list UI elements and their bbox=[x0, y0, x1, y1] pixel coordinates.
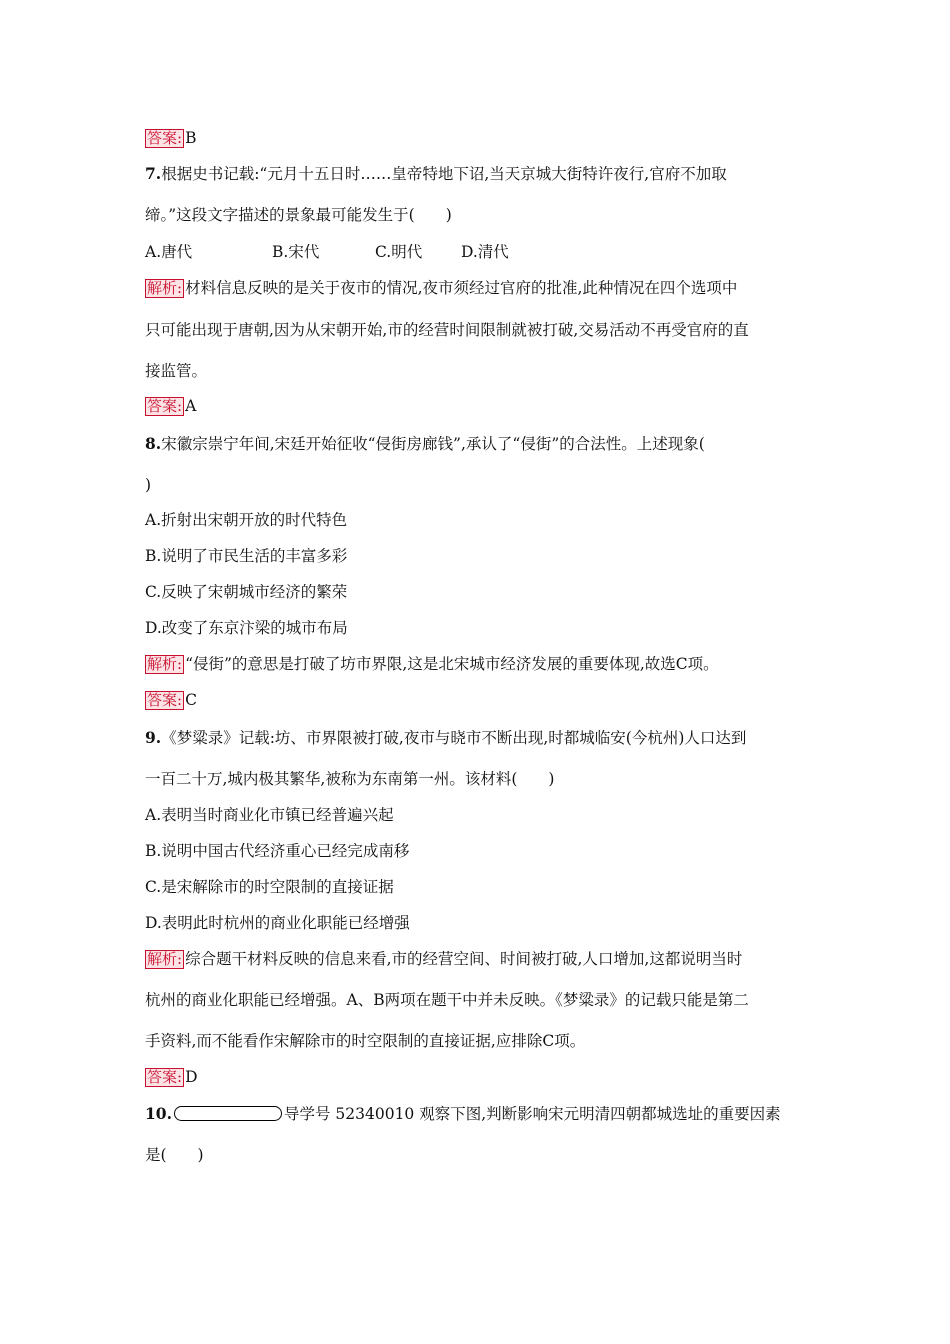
answer-tag: 答案: bbox=[147, 129, 183, 147]
q8-analysis-line1 bbox=[145, 654, 719, 674]
q7-options bbox=[145, 242, 509, 262]
q7-analysis-line2: 只可能出现于唐朝,因为从宋朝开始,市的经营时间限制就被打破,交易活动不再受官府的直 bbox=[145, 321, 749, 339]
answer-tag: 答案: bbox=[147, 691, 183, 709]
q7-option-b: B.宋代 bbox=[272, 243, 320, 261]
q8-number: 8. bbox=[145, 434, 162, 453]
q7-answer-value: A bbox=[185, 397, 197, 415]
q9-stem-text1: 《梦粱录》记载:坊、市界限被打破,夜市与晓市不断出现,时都城临安(今杭州)人口达到 bbox=[161, 729, 747, 747]
q8-option-d: D.改变了东京汴梁的城市布局 bbox=[145, 619, 348, 637]
analysis-tag: 解析: bbox=[147, 279, 183, 297]
q6-answer-value: B bbox=[185, 129, 197, 147]
q9-option-a: A.表明当时商业化市镇已经普遍兴起 bbox=[145, 806, 394, 824]
q8-stem-line2: ) bbox=[145, 476, 152, 494]
q9-stem-line2: 一百二十万,城内极其繁华,被称为东南第一州。该材料( ) bbox=[145, 770, 555, 788]
q9-analysis-text1: 综合题干材料反映的信息来看,市的经营空间、时间被打破,人口增加,这都说明当时 bbox=[185, 950, 743, 968]
q8-analysis-text1: “侵街”的意思是打破了坊市界限,这是北宋城市经济发展的重要体现,故选C项。 bbox=[185, 655, 719, 673]
q8-stem-text1: 宋徽宗崇宁年间,宋廷开始征收“侵街房廊钱”,承认了“侵街”的合法性。上述现象( bbox=[161, 435, 705, 453]
q9-option-d: D.表明此时杭州的商业化职能已经增强 bbox=[145, 914, 410, 932]
q9-analysis-line1 bbox=[145, 949, 742, 969]
q6-answer-line bbox=[145, 128, 196, 148]
q9-analysis-line2: 杭州的商业化职能已经增强。A、B两项在题干中并未反映。《梦粱录》的记载只能是第二 bbox=[145, 991, 749, 1009]
q10-stem-line2: 是( ) bbox=[145, 1146, 204, 1164]
q9-answer-line bbox=[145, 1067, 198, 1087]
q8-option-a: A.折射出宋朝开放的时代特色 bbox=[145, 511, 348, 529]
q7-analysis-line1 bbox=[145, 278, 737, 298]
q10-number: 10. bbox=[145, 1104, 172, 1123]
q8-option-c: C.反映了宋朝城市经济的繁荣 bbox=[145, 583, 348, 601]
q9-number: 9. bbox=[145, 728, 162, 747]
q7-number: 7. bbox=[145, 164, 162, 183]
q9-stem-line1 bbox=[145, 728, 746, 748]
q7-analysis-text1: 材料信息反映的是关于夜市的情况,夜市须经过官府的批准,此种情况在四个选项中 bbox=[185, 279, 738, 297]
q7-analysis-line3: 接监管。 bbox=[145, 362, 208, 380]
answer-tag: 答案: bbox=[147, 397, 183, 415]
analysis-tag: 解析: bbox=[147, 655, 183, 673]
q8-stem-line1 bbox=[145, 434, 705, 454]
q7-stem-text1: 根据史书记载:“元月十五日时……皇帝特地下诏,当天京城大街特许夜行,官府不加取 bbox=[161, 165, 727, 183]
q9-answer-value: D bbox=[185, 1068, 198, 1086]
q7-answer-line bbox=[145, 396, 196, 416]
q10-stem-line1 bbox=[145, 1104, 781, 1124]
q9-analysis-line3: 手资料,而不能看作宋解除市的时空限制的直接证据,应排除C项。 bbox=[145, 1032, 586, 1050]
q9-option-b: B.说明中国古代经济重心已经完成南移 bbox=[145, 842, 410, 860]
q7-option-d: D.清代 bbox=[461, 243, 509, 261]
q7-stem-line2: 缔。”这段文字描述的景象最可能发生于( ) bbox=[145, 206, 452, 224]
q10-stem-text1: 导学号 52340010 观察下图,判断影响宋元明清四朝都城选址的重要因素 bbox=[283, 1105, 781, 1123]
q7-option-a: A.唐代 bbox=[145, 243, 193, 261]
q7-stem-line1 bbox=[145, 164, 727, 184]
q7-option-c: C.明代 bbox=[375, 243, 423, 261]
q8-answer-line bbox=[145, 690, 197, 710]
answer-tag: 答案: bbox=[147, 1068, 183, 1086]
q8-option-b: B.说明了市民生活的丰富多彩 bbox=[145, 547, 348, 565]
q8-answer-value: C bbox=[185, 691, 197, 709]
q9-option-c: C.是宋解除市的时空限制的直接证据 bbox=[145, 878, 394, 896]
guide-number-box bbox=[174, 1106, 282, 1121]
analysis-tag: 解析: bbox=[147, 950, 183, 968]
